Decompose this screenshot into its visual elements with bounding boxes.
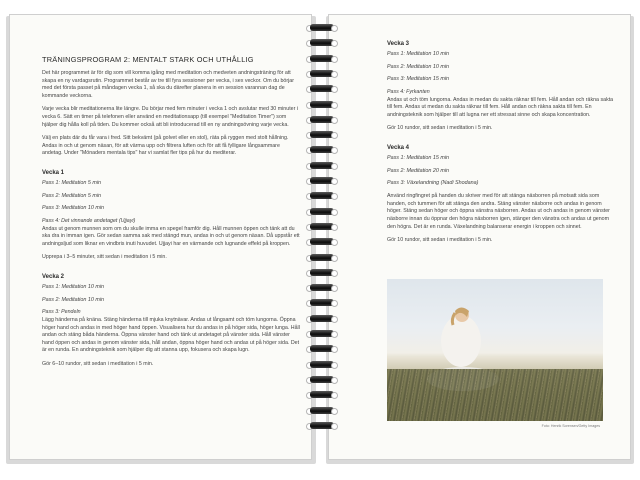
photo-credit: Foto: Henrik Sorensen/Getty Images	[541, 424, 600, 428]
spiral-binding	[300, 24, 344, 444]
meditation-photo	[387, 279, 603, 421]
week-3-pass-1: Pass 1: Meditation 10 min	[387, 51, 450, 57]
intro-paragraph: Varje vecka blir meditationerna lite längre. Du börjar med fem minuter i vecka 1 och avslutar med 30 minuter i vecka 6. Sätt en timer på telefonen eller använd en meditationsapp (till exempel "Meditation Timer") som hjälper dig hålla koll på tiden. Du kommer också att bli introducerad till en ny andningsövning varje vecka.	[42, 106, 299, 128]
week-1-pass-1: Pass 1: Meditation 5 min	[42, 179, 102, 186]
spiral-coil	[306, 192, 338, 200]
week-2-pass-3-text: Lägg händerna på knäna. Stäng händerna till mjuka knytnävar. Andas ut långsamt och töm lungorna. Öppna höger hand och andas in med höger hand öppen. Visualisera hur du andas in på höger sida, höger lunga. Håll andan och stäng båda händerna. Öppna vänster hand och tänk ut andetaget på vänster sida. Håll vänster hand öppen och andas in genom vänster sida, håll andan, öppna höger hand och andas ut på höger sida. Det är en runda. En andningsteknik som hjälper dig att stanna upp, fokusera och skapa lugn.	[42, 317, 300, 354]
spiral-coil	[306, 330, 338, 338]
spiral-coil	[306, 376, 338, 384]
week-4-repeat: Gör 10 rundor, sitt sedan i meditation i 5 min.	[387, 237, 493, 244]
week-4-pass-2: Pass 2: Meditation 20 min	[387, 167, 450, 174]
intro-paragraph: Det här programmet är för dig som vill komma igång med meditation och medveten andningsträning för att skapa en ny vardagsrutin. Programmet består av tre till fyra sessioner per vecka, i sex veckor. Om du börjar med det första passet på måndagen vecka 1, så ska du därefter planera in en session varannan dag de kommande veckorna.	[42, 70, 295, 99]
week-4-heading: Vecka 4	[387, 145, 410, 152]
week-2-pass-3-title: Pass 3: Pendeln	[42, 309, 81, 316]
week-4-pass-3-text: Använd ringfingret på handen du skriver med för att stänga näsborren på motsatt sida som handen, och tummen för att stänga den andra. Stäng vänster näsborre och andas in genom höger. Stäng sedan höger och öppna vänstra näsborren. Andas ut och andas in genom vänster näsborre innan du öppnar den högra näsborren igen, stänger den vänstra och andas ut genom den högra. Det är en runda. Växelandning balanserar energin i kroppen och sinnet.	[387, 193, 610, 230]
week-2-repeat: Gör 6–10 rundor, sitt sedan i meditation i 5 min.	[42, 360, 154, 367]
spiral-coil	[306, 55, 338, 63]
week-3-pass-3: Pass 3: Meditation 15 min	[387, 76, 450, 83]
spiral-coil	[306, 284, 338, 292]
spiral-coil	[306, 208, 338, 216]
spiral-coil	[306, 238, 338, 246]
spiral-coil	[306, 299, 338, 307]
week-1-pass-4-title: Pass 4: Det vinnande andetaget (Ujjayi)	[42, 218, 136, 225]
spiral-coil	[306, 39, 338, 47]
week-1-pass-4	[42, 218, 300, 248]
spiral-coil	[306, 269, 338, 277]
spiral-coil	[306, 70, 338, 78]
spiral-coil	[306, 146, 338, 154]
spiral-coil	[306, 177, 338, 185]
spiral-coil	[306, 162, 338, 170]
week-1-pass-3: Pass 3: Meditation 10 min	[42, 205, 105, 212]
week-1-heading: Vecka 1	[42, 169, 65, 176]
right-page	[328, 14, 631, 460]
week-2-heading: Vecka 2	[42, 274, 65, 281]
spiral-coil	[306, 24, 338, 32]
right-page-content	[387, 41, 617, 251]
week-3-pass-2: Pass 2: Meditation 10 min	[387, 63, 450, 70]
week-3-pass-4	[387, 89, 617, 119]
week-2-pass-3	[42, 309, 300, 355]
spiral-coil	[306, 223, 338, 231]
spiral-coil	[306, 85, 338, 93]
week-1-repeat: Upprepa i 3–5 minuter, sitt sedan i meditation i 5 min.	[42, 254, 167, 261]
week-4-pass-3: Pass 3: Växelandning (Nadi Shodana)	[387, 180, 479, 187]
spiral-coil	[306, 407, 338, 415]
spiral-coil	[306, 315, 338, 323]
week-1-pass-2: Pass 2: Meditation 5 min	[42, 192, 102, 199]
week-3-heading: Vecka 3	[387, 41, 410, 47]
left-page	[9, 14, 312, 460]
spiral-coil	[306, 116, 338, 124]
spiral-coil	[306, 101, 338, 109]
spiral-coil	[306, 254, 338, 262]
week-4-pass-1: Pass 1: Meditation 15 min	[387, 155, 450, 162]
spiral-coil	[306, 391, 338, 399]
week-3-repeat: Gör 10 rundor, sitt sedan i meditation i 5 min.	[387, 125, 493, 132]
spiral-coil	[306, 361, 338, 369]
spiral-coil	[306, 131, 338, 139]
program-title: TRÄNINGSPROGRAM 2: MENTALT STARK OCH UTHÅLLIG	[42, 55, 254, 64]
week-3-pass-4-text: Andas ut och töm lungorna. Andas in medan du sakta räknar till fem. Håll andan och räkna sakta till fem. Andas ut medan du sakta räknar till fem. Håll andan och räkna sakta till fem. En andningsteknik som hjälper till att lugna ner ett stressat sinne och skapa koncentration.	[387, 96, 614, 118]
week-2-pass-1: Pass 1: Meditation 10 min	[42, 284, 105, 291]
spiral-coil	[306, 422, 338, 430]
week-2-pass-2: Pass 2: Meditation 10 min	[42, 296, 105, 303]
intro-paragraph: Välj en plats där du får vara i fred. Sitt bekvämt (på golvet eller en stol), räta på ryggen med stolt hållning. Andas in och ut genom näsan, för att värma upp och filtrera luften och för att få fylligare långsammare andetag. Under "Mönaders mentala tips" har vi samlat fler tips på hur du mediterar.	[42, 135, 289, 157]
spiral-coil	[306, 345, 338, 353]
left-page-content	[42, 41, 300, 375]
week-3-pass-4-title: Pass 4: Fyrkanten	[387, 89, 430, 96]
photo-grass	[387, 369, 603, 421]
week-1-pass-4-text: Andas ut genom munnen som om du skulle imma en spegel framför dig. Håll munnen öppen och tänk att du ska dra in imman igen. Gör sedan samma sak med stängd mun, andas in och ut genom näsan. Då uppstår ett andningsljud som liknar en vindbris inuti huvudet. Ujjayi har en värmande och lugnande effekt på kroppen.	[42, 225, 300, 247]
